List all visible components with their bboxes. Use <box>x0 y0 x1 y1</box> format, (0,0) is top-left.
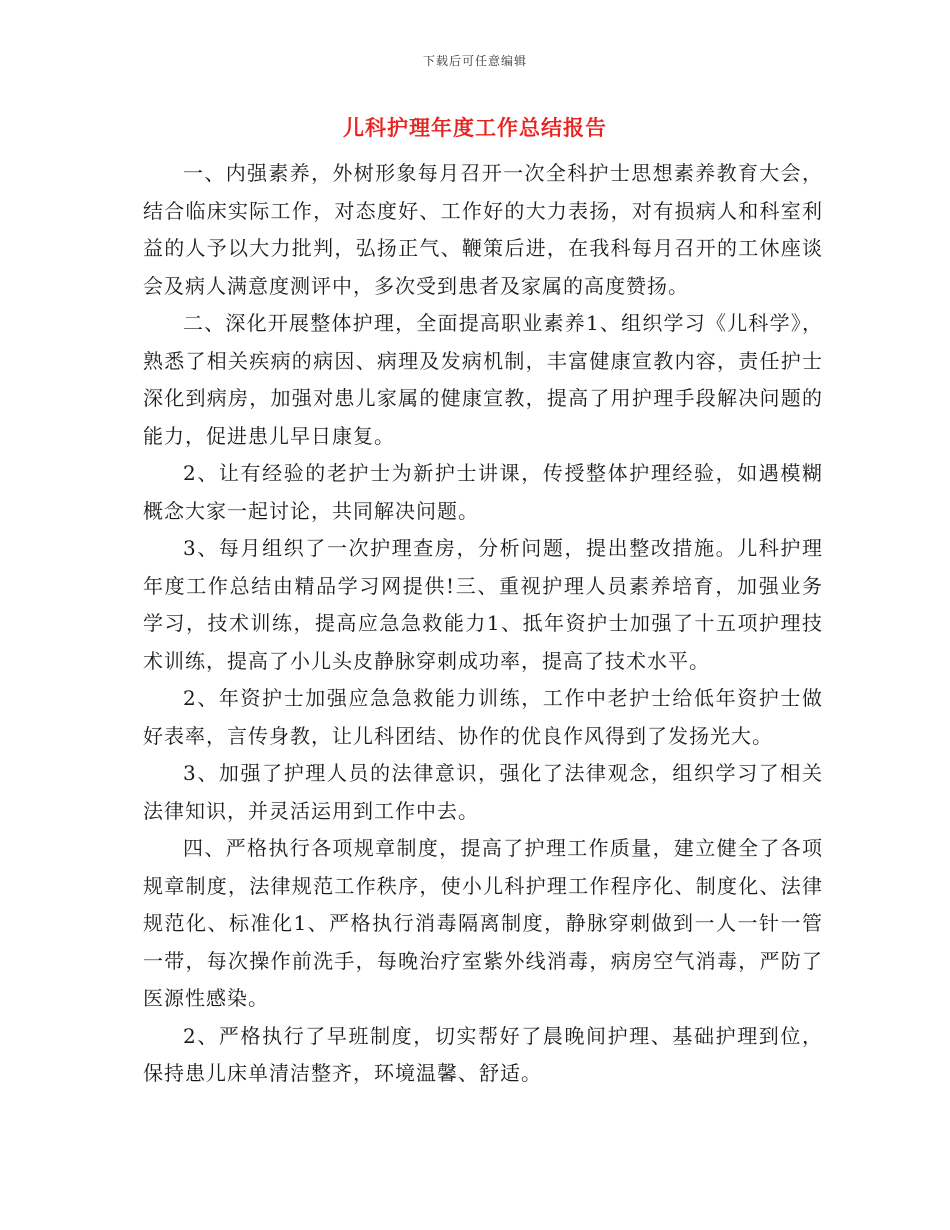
paragraph-8: 2、严格执行了早班制度，切实帮好了晨晚间护理、基础护理到位，保持患儿床单清洁整齐，环境温馨、舒适。 <box>143 1023 823 1085</box>
document-title: 儿科护理年度工作总结报告 <box>343 115 607 140</box>
paragraph-7: 四、严格执行各项规章制度，提高了护理工作质量，建立健全了各项规章制度，法律规范工作秩序，使小儿科护理工作程序化、制度化、法律规范化、标准化1、严格执行消毒隔离制度，静脉穿刺做到一人一针一管一带，每次操作前洗手，每晚治疗室紫外线消毒，病房空气消毒，严防了医源性感染。 <box>143 836 823 1010</box>
paragraph-4: 3、每月组织了一次护理查房，分析问题，提出整改措施。儿科护理年度工作总结由精品学习网提供!三、重视护理人员素养培育，加强业务学习，技术训练，提高应急急救能力1、抵年资护士加强了十五项护理技术训练，提高了小儿头皮静脉穿刺成功率，提高了技术水平。 <box>143 536 823 673</box>
paragraph-6: 3、加强了护理人员的法律意识，强化了法律观念，组织学习了相关法律知识，并灵活运用到工作中去。 <box>143 761 823 823</box>
document-body <box>143 155 823 1093</box>
header-note: 下载后可任意编辑 <box>422 54 527 68</box>
paragraph-5: 2、年资护士加强应急急救能力训练，工作中老护士给低年资护士做好表率，言传身教，让儿科团结、协作的优良作风得到了发扬光大。 <box>143 686 823 748</box>
paragraph-3: 2、让有经验的老护士为新护士讲课，传授整体护理经验，如遇模糊概念大家一起讨论，共同解决问题。 <box>143 461 823 523</box>
paragraph-2: 二、深化开展整体护理，全面提高职业素养1、组织学习《儿科学》，熟悉了相关疾病的病因、病理及发病机制，丰富健康宣教内容，责任护士深化到病房，加强对患儿家属的健康宣教，提高了用护理手段解决问题的能力，促进患儿早日康复。 <box>143 311 823 448</box>
paragraph-1: 一、内强素养，外树形象每月召开一次全科护士思想素养教育大会，结合临床实际工作，对态度好、工作好的大力表扬，对有损病人和科室利益的人予以大力批判，弘扬正气、鞭策后进，在我科每月召开的工休座谈会及病人满意度测评中，多次受到患者及家属的高度赞扬。 <box>143 161 823 298</box>
